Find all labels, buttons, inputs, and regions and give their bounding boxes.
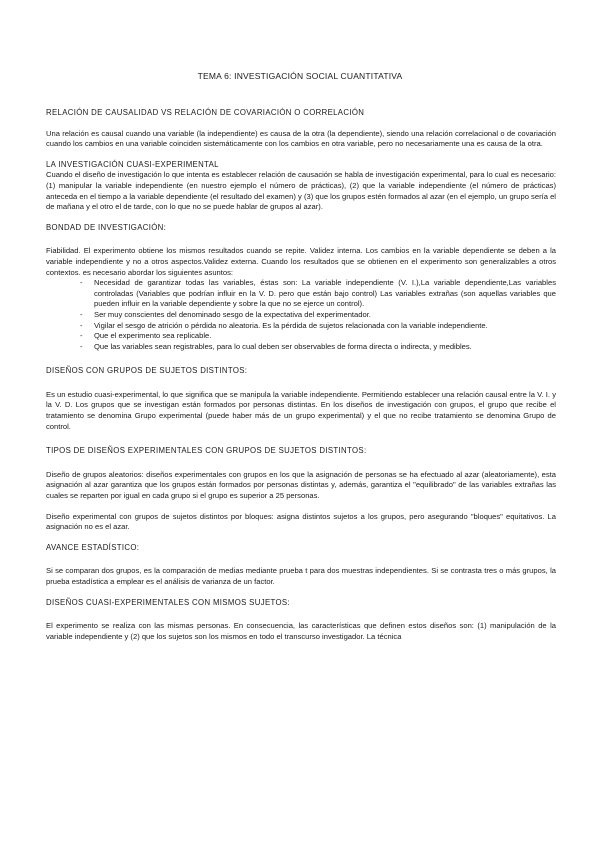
paragraph-quasi-experimental: Cuando el diseño de investigación lo que intenta es establecer relación de causación se habla de investigación experimental, para lo cual es necesario: (1) manipular la variable independiente (en nuestro ejemplo el número de prácticas), (2) que la variable independiente (el número de prácticas) anteceda en el tiempo a la variable dependiente (el resultado del examen) y (3) que los grupos estén formados al azar (en el ejemplo, un grupo sería el de mañana y el otro el de tarde, con lo que no se puede hablar de grupos al azar). (46, 170, 556, 212)
section-heading-quasi-experimental: LA INVESTIGACIÓN CUASI-EXPERIMENTAL (46, 159, 219, 169)
paragraph-random-groups: Diseño de grupos aleatorios: diseños experimentales con grupos en los que la asignación de personas se ha efectuado al azar (aleatoriamente), esta asignación al azar garantiza que los grupos están formados por personas distintas y, además, garantiza el "equilibrado" de las variables extrañas las cuales se reparten por igual en cada grupo si el grupo es superior a 25 personas. (46, 469, 556, 501)
list-item: - Ser muy conscientes del denominado sesgo de la expectativa del experimentador. (80, 310, 556, 321)
paragraph-research-quality: Fiabilidad. El experimento obtiene los mismos resultados cuando se repite. Validez interna. Los cambios en la variable dependiente se deben a la variable independiente y no a otros aspectos.Validez externa. Cuando los resultados que se obtienen en el experimento son generalizables a otros contextos. es necesario abordar los siguientes asuntos: (46, 246, 556, 277)
document-body (46, 108, 556, 642)
list-item: - Vigilar el sesgo de atrición o pérdida no aleatoria. Es la pérdida de sujetos relacionada con la variable independiente. (80, 321, 556, 332)
document-title: TEMA 6: INVESTIGACIÓN SOCIAL CUANTITATIVA (197, 71, 403, 81)
section-heading-different-groups: DISEÑOS CON GRUPOS DE SUJETOS DISTINTOS: (46, 366, 248, 376)
list-item: - Que las variables sean registrables, para lo cual deben ser observables de forma directa o indirecta, y medibles. (80, 342, 556, 353)
paragraph-statistics: Si se comparan dos grupos, es la comparación de medias mediante prueba t para dos muestras independientes. Si se contrasta tres o más grupos, la prueba estadística a emplear es el análisis de varianza de un factor. (46, 566, 556, 586)
paragraph-same-subjects: El experimento se realiza con las mismas personas. En consecuencia, las características que definen estos diseños son: (1) manipulación de la variable independiente y (2) que los sujetos son los mismos en todo el transcurso investigador. La técnica (46, 621, 556, 641)
section-heading-design-types: TIPOS DE DISEÑOS EXPERIMENTALES CON GRUPOS DE SUJETOS DISTINTOS: (46, 446, 367, 456)
requirements-list (46, 278, 556, 352)
paragraph-causality: Una relación es causal cuando una variable (la independiente) es causa de la otra (la dependiente), siendo una relación correlacional o de covariación cuando los cambios en una variable coinciden sistemáticamente con los cambios en otra variable, pero no necesariamente una es causa de la otra. (46, 128, 556, 149)
section-heading-causality: RELACIÓN DE CAUSALIDAD VS RELACIÓN DE COVARIACIÓN O CORRELACIÓN (46, 108, 365, 117)
paragraph-different-groups: Es un estudio cuasi-experimental, lo que significa que se manipula la variable independiente. Permitiendo establecer una relación causal entre la V. I. y la V. D. Los grupos que se investigan están formados por personas distintas. En los diseños de investigación con grupos, el grupo que recibe el tratamiento se denomina Grupo experimental (puede haber más de un grupo experimental) y el que no recibe tratamiento se denomina Grupo de control. (46, 389, 556, 431)
paragraph-block-design: Diseño experimental con grupos de sujetos distintos por bloques: asigna distintos sujetos a los grupos, pero asegurando "bloques" equitativos. La asignación no es el azar. (46, 511, 556, 532)
section-heading-research-quality: BONDAD DE INVESTIGACIÓN: (46, 222, 167, 232)
section-heading-statistics: AVANCE ESTADÍSTICO: (46, 542, 140, 552)
list-item: - Necesidad de garantizar todas las variables, éstas son: La variable independiente (V. I.),La variable dependiente,Las variables controladas (Variables que podrían influir en la V. D. pero que están bajo control) Las variables extrañas (son aquellas variables que pueden influir en la variable dependiente y sobre la que no se ejerce un control). (80, 278, 556, 310)
list-item: - Que el experimento sea replicable. (80, 331, 556, 342)
section-heading-same-subjects: DISEÑOS CUASI-EXPERIMENTALES CON MISMOS SUJETOS: (46, 597, 290, 607)
